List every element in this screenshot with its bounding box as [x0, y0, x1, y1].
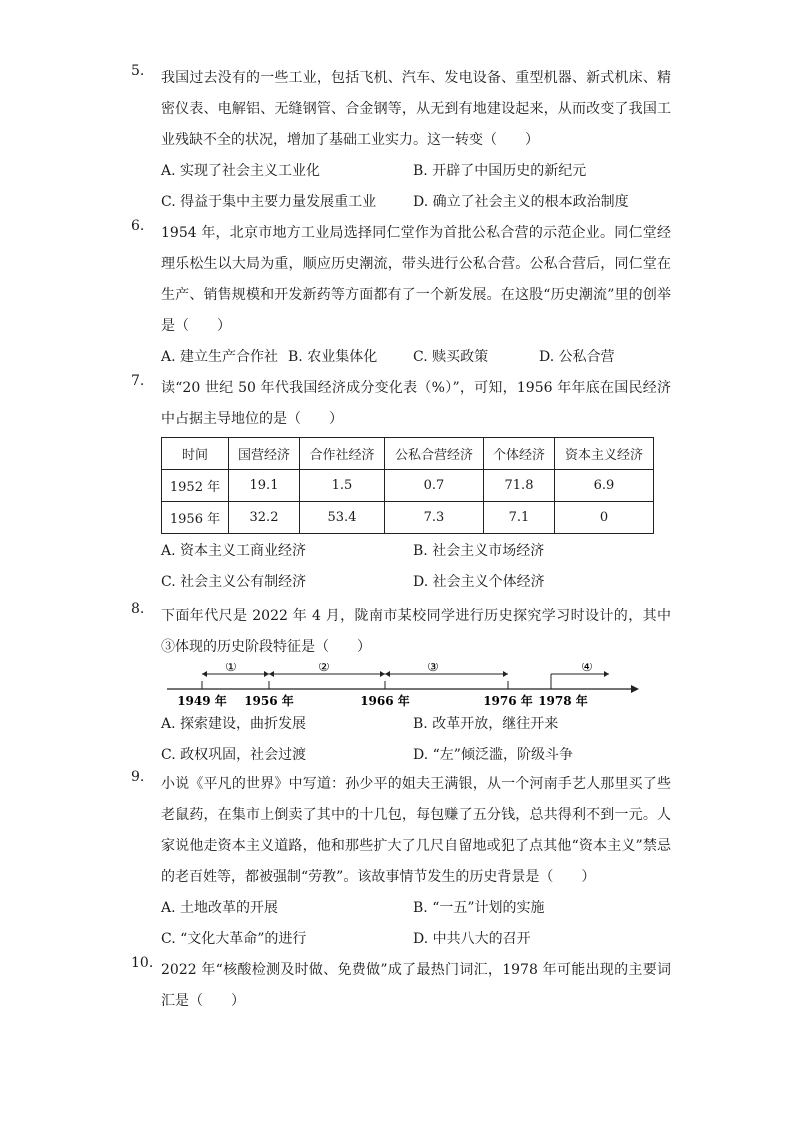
economy-table: [161, 437, 654, 534]
question-stem: 我国过去没有的一些工业，包括飞机、汽车、发电设备、重型机器、新式机床、精密仪表、电解铝、无缝钢管、合金钢等，从无到有地建设起来，从而改变了我国工业残缺不全的状况，增加了基础工业实力。这一转变（ ）: [161, 70, 671, 148]
arrow-left-icon: [202, 671, 207, 677]
segment-label: ①: [225, 663, 237, 675]
table-cell: 53.4: [300, 502, 385, 534]
options-row: [161, 740, 671, 771]
arrow-head-icon: [631, 685, 639, 693]
options-row: [161, 342, 671, 373]
year-label: 1956 年: [244, 694, 294, 708]
option-b[interactable]: B. 农业集体化: [288, 349, 378, 365]
option-a[interactable]: A. 探索建设，曲折发展: [161, 716, 307, 732]
options-row: [161, 893, 671, 924]
timeline-graphic: [161, 663, 641, 709]
arrow-right-icon: [264, 671, 269, 677]
options-row: [161, 924, 671, 955]
option-a[interactable]: A. 实现了社会主义工业化: [161, 163, 321, 179]
options-row: [161, 536, 671, 567]
question-number: 9.: [131, 769, 145, 785]
option-c[interactable]: C. 得益于集中主要力量发展重工业: [161, 194, 377, 210]
options-row: [161, 187, 671, 218]
timeline-ruler: [161, 663, 641, 709]
table-header: 合作社经济: [300, 438, 385, 470]
table-header: 资本主义经济: [555, 438, 654, 470]
segment-label: ④: [581, 663, 593, 675]
question-number: 8.: [131, 601, 145, 617]
option-c[interactable]: C. 赎买政策: [413, 349, 489, 365]
option-b[interactable]: B. “一五”计划的实施: [413, 900, 545, 916]
year-label: 1966 年: [360, 694, 410, 708]
arrow-left-icon: [269, 671, 274, 677]
question-5: [131, 63, 671, 218]
table-cell: 7.1: [484, 502, 555, 534]
options-row: [161, 156, 671, 187]
arrow-right-icon: [380, 671, 385, 677]
question-6: [131, 218, 671, 373]
table-cell: 6.9: [555, 470, 654, 502]
question-stem: 2022 年“核酸检测及时做、免费做”成了最热门词汇，1978 年可能出现的主要词汇是（ ）: [161, 962, 671, 1009]
table-header: 个体经济: [484, 438, 555, 470]
table-header: 时间: [162, 438, 229, 470]
table-cell: 1.5: [300, 470, 385, 502]
options-row: [161, 709, 671, 740]
option-b[interactable]: B. 改革开放，继往开来: [413, 716, 559, 732]
question-number: 5.: [131, 63, 145, 79]
arrow-right-icon: [503, 671, 508, 677]
question-stem: 小说《平凡的世界》中写道：孙少平的姐夫王满银，从一个河南手艺人那里买了些老鼠药，在集市上倒卖了其中的十几包，每包赚了五分钱，总共得利不到一元。人家说他走资本主义道路，他和那些扩大了几尺自留地或犯了点其他“资本主义”禁忌的老百姓等，都被强制“劳教”。该故事情节发生的历史背景是（ ）: [161, 776, 671, 885]
option-b[interactable]: B. 社会主义市场经济: [413, 543, 545, 559]
option-d[interactable]: D. 社会主义个体经济: [413, 574, 545, 590]
arrow-right-icon: [604, 671, 609, 677]
options-row: [161, 567, 671, 598]
question-number: 10.: [131, 955, 154, 971]
table-cell: 7.3: [385, 502, 484, 534]
table-cell: 0: [555, 502, 654, 534]
table-cell: 32.2: [229, 502, 300, 534]
question-stem: 1954 年，北京市地方工业局选择同仁堂作为首批公私合营的示范企业。同仁堂经理乐松生以大局为重，顺应历史潮流，带头进行公私合营。公私合营后，同仁堂在生产、销售规模和开发新药等方面都有了一个新发展。在这股“历史潮流”里的创举是（ ）: [161, 225, 671, 334]
question-9: [131, 769, 671, 955]
table-cell: 71.8: [484, 470, 555, 502]
question-number: 6.: [131, 218, 145, 234]
option-d[interactable]: D. 确立了社会主义的根本政治制度: [413, 194, 629, 210]
table-header-row: [162, 438, 654, 470]
table-cell: 19.1: [229, 470, 300, 502]
table-header: 公私合营经济: [385, 438, 484, 470]
segment-label: ②: [318, 663, 330, 675]
arrow-left-icon: [385, 671, 390, 677]
question-number: 7.: [131, 373, 145, 389]
segment-label: ③: [427, 663, 439, 675]
option-a[interactable]: A. 资本主义工商业经济: [161, 543, 307, 559]
question-stem: 读“20 世纪 50 年代我国经济成分变化表（%）”，可知，1956 年年底在国民经济中占据主导地位的是（ ）: [161, 380, 671, 427]
option-c[interactable]: C. 社会主义公有制经济: [161, 574, 307, 590]
table-header: 国营经济: [229, 438, 300, 470]
question-stem: 下面年代尺是 2022 年 4 月，陇南市某校同学进行历史探究学习时设计的，其中③体现的历史阶段特征是（ ）: [161, 608, 671, 655]
question-7: [131, 373, 671, 598]
table-cell: 0.7: [385, 470, 484, 502]
question-10: [131, 955, 671, 1017]
year-label: 1949 年: [177, 694, 227, 708]
year-label: 1976 年: [483, 694, 533, 708]
option-a[interactable]: A. 建立生产合作社: [161, 349, 279, 365]
table-row: [162, 502, 654, 534]
option-d[interactable]: D. 中共八大的召开: [413, 931, 531, 947]
table-cell: 1956 年: [162, 502, 229, 534]
option-c[interactable]: C. 政权巩固，社会过渡: [161, 747, 307, 763]
year-label: 1978 年: [538, 694, 588, 708]
table-row: [162, 470, 654, 502]
table-cell: 1952 年: [162, 470, 229, 502]
option-d[interactable]: D. 公私合营: [539, 349, 615, 365]
option-a[interactable]: A. 土地改革的开展: [161, 900, 279, 916]
option-c[interactable]: C. “文化大革命”的进行: [161, 931, 307, 947]
question-8: [131, 601, 671, 771]
option-b[interactable]: B. 开辟了中国历史的新纪元: [413, 163, 587, 179]
option-d[interactable]: D. “左”倾泛滥，阶级斗争: [413, 747, 573, 763]
